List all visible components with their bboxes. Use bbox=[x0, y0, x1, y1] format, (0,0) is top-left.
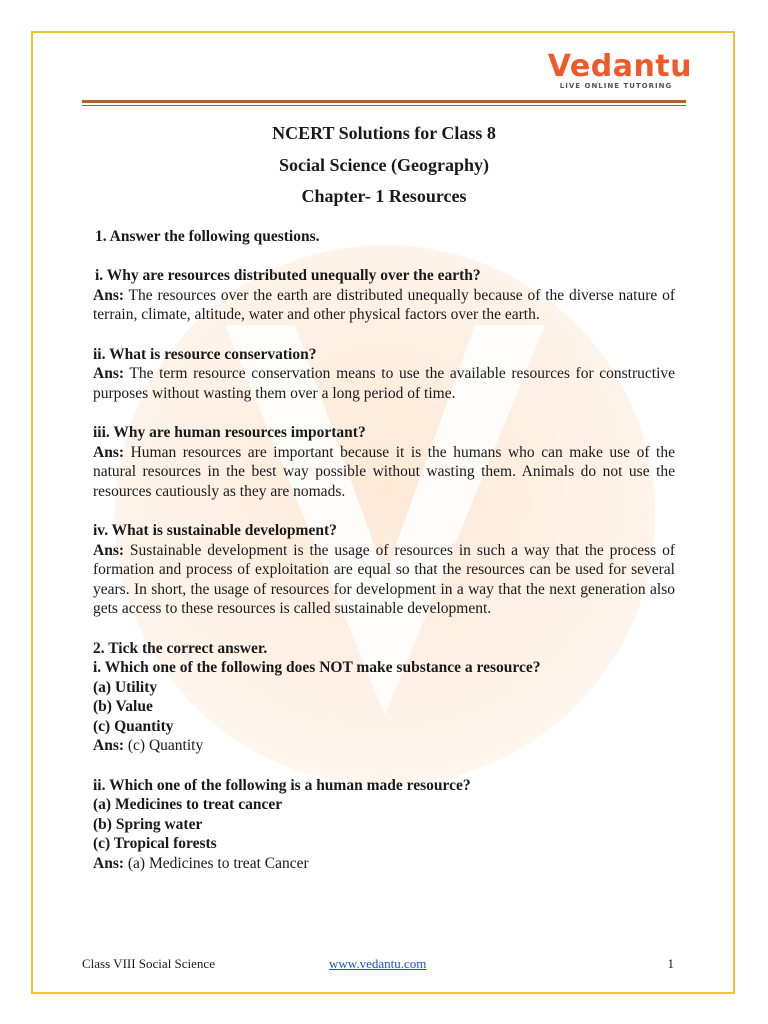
logo-tagline: LIVE ONLINE TUTORING bbox=[559, 82, 673, 90]
question-2-i: i. Which one of the following does NOT make substance a resource? bbox=[93, 659, 541, 676]
header-rule-thick bbox=[82, 100, 686, 103]
ans-label: Ans: bbox=[93, 286, 125, 304]
answer-1-iii bbox=[93, 443, 675, 502]
document-body bbox=[93, 120, 675, 873]
answer-2-ii bbox=[93, 854, 675, 874]
section-1-heading: 1. Answer the following questions. bbox=[95, 227, 320, 245]
option-a: (a) Utility bbox=[93, 678, 158, 696]
question-1-iv: iv. What is sustainable development? bbox=[93, 522, 337, 539]
answer-1-iv bbox=[93, 541, 675, 619]
vedantu-logo bbox=[548, 50, 692, 90]
logo-wordmark: Vedantu bbox=[547, 49, 692, 84]
page-number: 1 bbox=[667, 956, 674, 971]
option-b: (b) Value bbox=[93, 698, 153, 715]
answer-2-i bbox=[93, 736, 675, 756]
ans-label: Ans: bbox=[93, 737, 125, 754]
answer-text: The term resource conservation means to use the available resources for constructive purposes without wasting them over a long period of time. bbox=[93, 365, 675, 402]
answer-text: (a) Medicines to treat Cancer bbox=[124, 854, 309, 872]
header-rule-thin bbox=[82, 105, 686, 106]
answer-1-ii bbox=[93, 364, 675, 403]
option-b: (b) Spring water bbox=[93, 815, 203, 833]
option-c: (c) Quantity bbox=[93, 717, 174, 735]
doc-subject: Social Science (Geography) bbox=[279, 154, 489, 175]
question-1-ii: ii. What is resource conservation? bbox=[93, 345, 317, 363]
ans-label: Ans: bbox=[93, 443, 125, 461]
footer-website-link[interactable]: www.vedantu.com bbox=[329, 956, 427, 971]
answer-1-i bbox=[93, 286, 675, 325]
section-2-heading: 2. Tick the correct answer. bbox=[93, 639, 268, 657]
ans-label: Ans: bbox=[93, 854, 125, 872]
doc-title: NCERT Solutions for Class 8 bbox=[272, 123, 496, 143]
answer-text: (c) Quantity bbox=[124, 737, 204, 754]
doc-chapter: Chapter- 1 Resources bbox=[301, 186, 467, 206]
answer-text: Human resources are important because it is the humans who can make use of the natural resources in the best way possible without wasting them. Animals do not use the resources cautiously as they are nomads. bbox=[93, 443, 675, 500]
footer-class-label: Class VIII Social Science bbox=[82, 956, 215, 971]
question-2-ii: ii. Which one of the following is a human made resource? bbox=[93, 776, 471, 794]
answer-text: Sustainable development is the usage of resources in such a way that the process of formation and process of exploitation are equal so that the resources can be used for several years. In short, the usage of resources for development in a way that the next generation also gets access to these resources is called sustainable development. bbox=[93, 541, 675, 617]
option-a: (a) Medicines to treat cancer bbox=[93, 796, 283, 813]
question-1-iii: iii. Why are human resources important? bbox=[93, 424, 366, 441]
option-c: (c) Tropical forests bbox=[93, 835, 217, 852]
question-1-i: i. Why are resources distributed unequally over the earth? bbox=[95, 267, 481, 284]
ans-label: Ans: bbox=[93, 365, 125, 382]
ans-label: Ans: bbox=[93, 541, 125, 559]
answer-text: The resources over the earth are distributed unequally because of the diverse nature of terrain, climate, altitude, water and other physical factors over the earth. bbox=[93, 286, 675, 323]
